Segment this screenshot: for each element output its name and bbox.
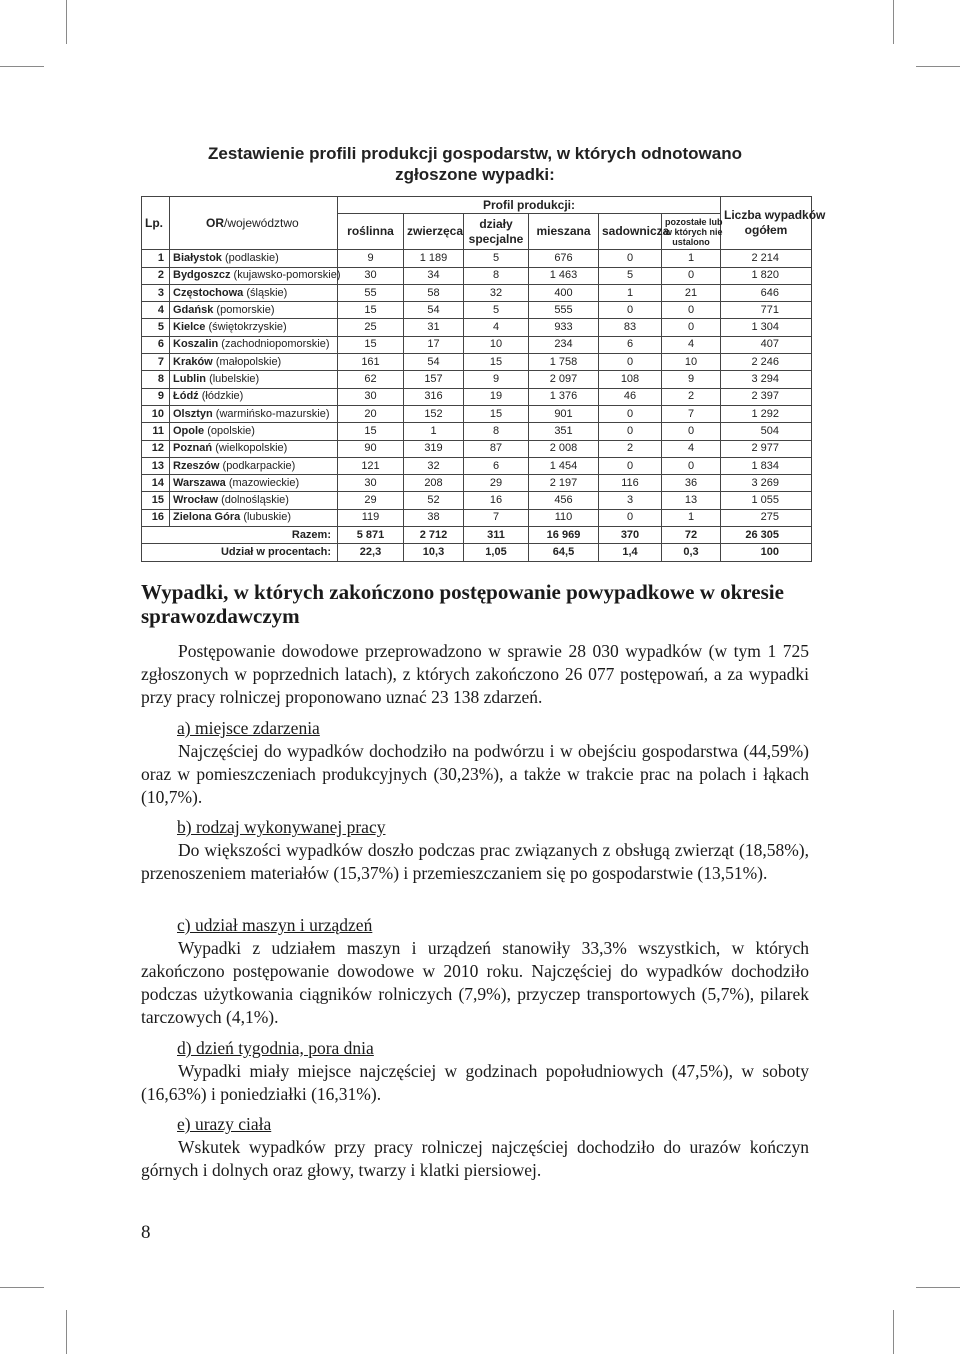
row-region — [170, 475, 338, 492]
row-region — [170, 509, 338, 526]
row-city: Poznań — [173, 442, 213, 455]
row-mieszana: 901 — [529, 405, 599, 422]
header-lp: Lp. — [142, 197, 170, 250]
row-roslinna: 30 — [338, 475, 404, 492]
row-city: Wrocław — [173, 494, 219, 507]
row-roslinna: 30 — [338, 388, 404, 405]
row-lp: 7 — [142, 354, 170, 371]
row-voivodeship: (małopolskie) — [215, 355, 282, 368]
section-heading-line-2: sprawozdawczym — [141, 604, 300, 628]
header-zwierzeca: zwierzęca — [404, 214, 464, 250]
table-row — [142, 267, 812, 284]
row-voivodeship: (podkarpackie) — [222, 459, 296, 472]
row-zwierzeca: 17 — [404, 336, 464, 353]
row-lp: 8 — [142, 371, 170, 388]
section-c-text: Wypadki z udziałem maszyn i urządzeń stanowiły 33,3% wszystkich, w których zakończono postępowanie dowodowe w 2010 roku. Najczęściej do wypadków dochodziło podczas użytkowania ciągników rolniczych (7,9%), przyczep transportowych (5,7%), pilarek tarczowych (4,1%). — [141, 938, 809, 1027]
row-dzialy: 9 — [464, 371, 529, 388]
row-dzialy: 29 — [464, 475, 529, 492]
intro-paragraph: Postępowanie dowodowe przeprowadzono w sprawie 28 030 wypadków (w tym 1 725 zgłoszonych w poprzednich latach), z których zakończono 26 077 postępowań, a za wypadki przy pracy rolniczej proponowano uznać 23 138 zdarzeń. — [141, 641, 809, 707]
section-heading — [141, 580, 821, 628]
header-region-rest: /województwo — [224, 215, 299, 230]
row-dzialy: 8 — [464, 423, 529, 440]
percent-dzialy: 1,05 — [464, 544, 529, 561]
row-voivodeship: (opolskie) — [207, 424, 255, 437]
row-mieszana: 555 — [529, 302, 599, 319]
row-total: 1 820 — [721, 267, 812, 284]
table-row — [142, 405, 812, 422]
row-zwierzeca: 54 — [404, 302, 464, 319]
row-region — [170, 405, 338, 422]
row-pozostale: 4 — [662, 336, 721, 353]
row-roslinna: 20 — [338, 405, 404, 422]
section-a-text: Najczęściej do wypadków dochodziło na podwórzu i w obejściu gospodarstwa (44,59%) oraz w pomieszczeniach produkcyjnych (30,23%), a także w trakcie prac na polach i łąkach (10,7%). — [141, 741, 809, 807]
table-row — [142, 336, 812, 353]
row-mieszana: 933 — [529, 319, 599, 336]
sum-label: Razem: — [142, 527, 338, 544]
table-row — [142, 250, 812, 267]
table-row — [142, 492, 812, 509]
row-city: Częstochowa — [173, 286, 244, 299]
row-pozostale: 2 — [662, 388, 721, 405]
row-voivodeship: (lubelskie) — [209, 373, 260, 386]
row-zwierzeca: 34 — [404, 267, 464, 284]
row-region — [170, 284, 338, 301]
row-zwierzeca: 38 — [404, 509, 464, 526]
row-total: 2 246 — [721, 354, 812, 371]
row-pozostale: 10 — [662, 354, 721, 371]
header-region — [170, 197, 338, 250]
row-city: Lublin — [173, 373, 206, 386]
row-total: 2 397 — [721, 388, 812, 405]
row-roslinna: 30 — [338, 267, 404, 284]
header-sadownicza: sadownicza — [599, 214, 662, 250]
row-roslinna: 29 — [338, 492, 404, 509]
row-dzialy: 5 — [464, 302, 529, 319]
row-voivodeship: (łódzkie) — [201, 390, 244, 403]
row-total: 1 055 — [721, 492, 812, 509]
row-city: Kraków — [173, 355, 213, 368]
table-title-line-2: zgłoszone wypadki: — [395, 165, 555, 184]
row-dzialy: 16 — [464, 492, 529, 509]
percent-total: 100 — [721, 544, 812, 561]
row-pozostale: 0 — [662, 302, 721, 319]
row-total: 504 — [721, 423, 812, 440]
row-zwierzeca: 316 — [404, 388, 464, 405]
row-total: 3 269 — [721, 475, 812, 492]
row-lp: 9 — [142, 388, 170, 405]
row-region — [170, 492, 338, 509]
header-roslinna: roślinna — [338, 214, 404, 250]
section-d-label: d) dzień tygodnia, pora dnia — [177, 1038, 374, 1058]
row-dzialy: 7 — [464, 509, 529, 526]
crop-mark-bottom-right — [893, 1310, 894, 1354]
row-dzialy: 15 — [464, 354, 529, 371]
row-region — [170, 336, 338, 353]
row-zwierzeca: 157 — [404, 371, 464, 388]
crop-mark-bottom-left — [66, 1310, 67, 1354]
row-voivodeship: (mazowieckie) — [228, 476, 300, 489]
row-zwierzeca: 52 — [404, 492, 464, 509]
section-a-label: a) miejsce zdarzenia — [177, 718, 320, 738]
row-pozostale: 4 — [662, 440, 721, 457]
row-total: 1 304 — [721, 319, 812, 336]
table-row — [142, 354, 812, 371]
row-city: Koszalin — [173, 338, 219, 351]
row-mieszana: 2 008 — [529, 440, 599, 457]
table-title-line-1: Zestawienie profili produkcji gospodarstw, w których odnotowano — [208, 144, 742, 163]
row-region — [170, 250, 338, 267]
row-city: Olsztyn — [173, 407, 213, 420]
row-zwierzeca: 31 — [404, 319, 464, 336]
row-sadownicza: 0 — [599, 405, 662, 422]
table-header-row-1 — [142, 197, 812, 214]
row-lp: 5 — [142, 319, 170, 336]
row-zwierzeca: 152 — [404, 405, 464, 422]
row-sadownicza: 6 — [599, 336, 662, 353]
table-row — [142, 388, 812, 405]
row-city: Białystok — [173, 251, 222, 264]
row-sadownicza: 2 — [599, 440, 662, 457]
row-total: 646 — [721, 284, 812, 301]
row-voivodeship: (pomorskie) — [216, 303, 275, 316]
row-lp: 1 — [142, 250, 170, 267]
row-mieszana: 2 097 — [529, 371, 599, 388]
row-city: Gdańsk — [173, 303, 214, 316]
table-row — [142, 509, 812, 526]
crop-mark-top-right — [893, 0, 894, 44]
row-dzialy: 15 — [464, 405, 529, 422]
percent-mieszana: 64,5 — [529, 544, 599, 561]
row-voivodeship: (podlaskie) — [224, 251, 279, 264]
row-city: Rzeszów — [173, 459, 220, 472]
sum-roslinna: 5 871 — [338, 527, 404, 544]
row-lp: 4 — [142, 302, 170, 319]
section-b-text: Do większości wypadków doszło podczas prac związanych z obsługą zwierząt (18,58%), przenoszeniem materiałów (15,37%) i przemieszczaniem się po gospodarstwie (13,51%). — [141, 840, 809, 883]
row-total: 1 834 — [721, 457, 812, 474]
row-region — [170, 267, 341, 284]
row-roslinna: 121 — [338, 457, 404, 474]
row-sadownicza: 83 — [599, 319, 662, 336]
percent-roslinna: 22,3 — [338, 544, 404, 561]
row-region — [170, 423, 338, 440]
row-roslinna: 9 — [338, 250, 404, 267]
row-voivodeship: (wielkopolskie) — [215, 442, 288, 455]
sum-dzialy: 311 — [464, 527, 529, 544]
row-roslinna: 119 — [338, 509, 404, 526]
row-roslinna: 15 — [338, 302, 404, 319]
percent-pozostale: 0,3 — [662, 544, 721, 561]
crop-mark-left-top — [0, 66, 44, 67]
row-sadownicza: 108 — [599, 371, 662, 388]
row-lp: 12 — [142, 440, 170, 457]
row-total: 2 977 — [721, 440, 812, 457]
row-zwierzeca: 319 — [404, 440, 464, 457]
row-pozostale: 36 — [662, 475, 721, 492]
row-mieszana: 1 758 — [529, 354, 599, 371]
row-roslinna: 15 — [338, 423, 404, 440]
row-city: Zielona Góra — [173, 511, 241, 524]
crop-mark-right-bottom — [916, 1287, 960, 1288]
row-total: 275 — [721, 509, 812, 526]
row-voivodeship: (warmińsko-mazurskie) — [215, 407, 330, 420]
section-b-label: b) rodzaj wykonywanej pracy — [177, 817, 386, 837]
row-mieszana: 1 376 — [529, 388, 599, 405]
row-zwierzeca: 208 — [404, 475, 464, 492]
row-sadownicza: 1 — [599, 284, 662, 301]
row-region — [170, 371, 338, 388]
row-sadownicza: 0 — [599, 302, 662, 319]
sum-sadownicza: 370 — [599, 527, 662, 544]
row-mieszana: 400 — [529, 284, 599, 301]
section-e-label: e) urazy ciała — [177, 1114, 272, 1134]
table-row — [142, 440, 812, 457]
row-zwierzeca: 32 — [404, 457, 464, 474]
row-sadownicza: 3 — [599, 492, 662, 509]
row-city: Łódź — [173, 390, 199, 403]
row-sadownicza: 0 — [599, 509, 662, 526]
row-voivodeship: (śląskie) — [246, 286, 288, 299]
table-row — [142, 423, 812, 440]
sum-pozostale: 72 — [662, 527, 721, 544]
row-total: 3 294 — [721, 371, 812, 388]
percent-sadownicza: 1,4 — [599, 544, 662, 561]
row-region — [170, 354, 338, 371]
row-total: 407 — [721, 336, 812, 353]
row-sadownicza: 0 — [599, 250, 662, 267]
row-voivodeship: (świętokrzyskie) — [208, 321, 287, 334]
row-mieszana: 1 454 — [529, 457, 599, 474]
header-pozostale: pozostałe lub w których nie ustalono — [662, 214, 721, 250]
row-pozostale: 21 — [662, 284, 721, 301]
table-title — [140, 143, 810, 185]
sum-row — [142, 527, 812, 544]
row-sadownicza: 46 — [599, 388, 662, 405]
row-region — [170, 388, 338, 405]
row-dzialy: 4 — [464, 319, 529, 336]
crop-mark-left-bottom — [0, 1287, 44, 1288]
row-roslinna: 15 — [338, 336, 404, 353]
row-roslinna: 161 — [338, 354, 404, 371]
row-zwierzeca: 58 — [404, 284, 464, 301]
row-zwierzeca: 1 — [404, 423, 464, 440]
row-pozostale: 7 — [662, 405, 721, 422]
row-pozostale: 0 — [662, 457, 721, 474]
row-mieszana: 1 463 — [529, 267, 599, 284]
row-mieszana: 456 — [529, 492, 599, 509]
row-dzialy: 10 — [464, 336, 529, 353]
row-city: Opole — [173, 424, 205, 437]
row-lp: 6 — [142, 336, 170, 353]
row-mieszana: 234 — [529, 336, 599, 353]
percent-zwierzeca: 10,3 — [404, 544, 464, 561]
row-region — [170, 440, 338, 457]
header-mieszana: mieszana — [529, 214, 599, 250]
row-voivodeship: (kujawsko-pomorskie) — [233, 269, 341, 282]
row-pozostale: 1 — [662, 250, 721, 267]
table-row — [142, 371, 812, 388]
row-lp: 15 — [142, 492, 170, 509]
sum-mieszana: 16 969 — [529, 527, 599, 544]
row-voivodeship: (dolnośląskie) — [221, 494, 289, 507]
table-row — [142, 475, 812, 492]
row-lp: 11 — [142, 423, 170, 440]
row-lp: 16 — [142, 509, 170, 526]
row-dzialy: 19 — [464, 388, 529, 405]
row-lp: 14 — [142, 475, 170, 492]
row-city: Bydgoszcz — [173, 269, 231, 282]
percent-label: Udział w procentach: — [142, 544, 338, 561]
row-lp: 10 — [142, 405, 170, 422]
row-sadownicza: 0 — [599, 457, 662, 474]
row-roslinna: 90 — [338, 440, 404, 457]
row-dzialy: 87 — [464, 440, 529, 457]
header-dzialy: działy specjalne — [464, 214, 529, 250]
table-row — [142, 302, 812, 319]
section-e-text: Wskutek wypadków przy pracy rolniczej najczęściej dochodziło do urazów kończyn górnych i dolnych oraz głowy, twarzy i klatki piersiowej. — [141, 1137, 809, 1180]
row-lp: 3 — [142, 284, 170, 301]
row-zwierzeca: 54 — [404, 354, 464, 371]
production-profile-table — [141, 196, 826, 562]
row-city: Kielce — [173, 321, 206, 334]
crop-mark-right-top — [916, 66, 960, 67]
header-region-bold: OR — [206, 215, 224, 230]
page-number: 8 — [141, 1222, 151, 1243]
row-region — [170, 302, 338, 319]
row-roslinna: 62 — [338, 371, 404, 388]
row-mieszana: 351 — [529, 423, 599, 440]
row-pozostale: 13 — [662, 492, 721, 509]
row-sadownicza: 0 — [599, 354, 662, 371]
row-lp: 13 — [142, 457, 170, 474]
row-mieszana: 2 197 — [529, 475, 599, 492]
row-lp: 2 — [142, 267, 170, 284]
row-mieszana: 676 — [529, 250, 599, 267]
row-pozostale: 0 — [662, 423, 721, 440]
percent-row — [142, 544, 812, 561]
row-dzialy: 5 — [464, 250, 529, 267]
sum-zwierzeca: 2 712 — [404, 527, 464, 544]
row-region — [170, 319, 338, 336]
row-sadownicza: 5 — [599, 267, 662, 284]
table-row — [142, 284, 812, 301]
row-sadownicza: 0 — [599, 423, 662, 440]
row-city: Warszawa — [173, 476, 226, 489]
section-heading-line-1: Wypadki, w których zakończono postępowanie powypadkowe w okresie — [141, 580, 784, 604]
row-total: 2 214 — [721, 250, 812, 267]
header-total: Liczba wypadków ogółem — [721, 197, 812, 250]
row-dzialy: 8 — [464, 267, 529, 284]
row-mieszana: 110 — [529, 509, 599, 526]
row-total: 771 — [721, 302, 812, 319]
row-sadownicza: 116 — [599, 475, 662, 492]
row-dzialy: 32 — [464, 284, 529, 301]
row-total: 1 292 — [721, 405, 812, 422]
row-pozostale: 9 — [662, 371, 721, 388]
row-pozostale: 1 — [662, 509, 721, 526]
header-profile: Profil produkcji: — [338, 197, 721, 214]
row-voivodeship: (lubuskie) — [243, 511, 291, 524]
row-region — [170, 457, 338, 474]
row-dzialy: 6 — [464, 457, 529, 474]
row-pozostale: 0 — [662, 319, 721, 336]
row-voivodeship: (zachodniopomorskie) — [221, 338, 330, 351]
table-row — [142, 319, 812, 336]
table-body — [142, 250, 812, 527]
table-row — [142, 457, 812, 474]
row-zwierzeca: 1 189 — [404, 250, 464, 267]
section-c-label: c) udział maszyn i urządzeń — [177, 915, 373, 935]
section-d-text: Wypadki miały miejsce najczęściej w godzinach popołudniowych (47,5%), w soboty (16,63%) i poniedziałki (16,31%). — [141, 1061, 809, 1104]
row-pozostale: 0 — [662, 267, 721, 284]
row-roslinna: 25 — [338, 319, 404, 336]
row-roslinna: 55 — [338, 284, 404, 301]
sum-total: 26 305 — [721, 527, 812, 544]
crop-mark-top-left — [66, 0, 67, 44]
